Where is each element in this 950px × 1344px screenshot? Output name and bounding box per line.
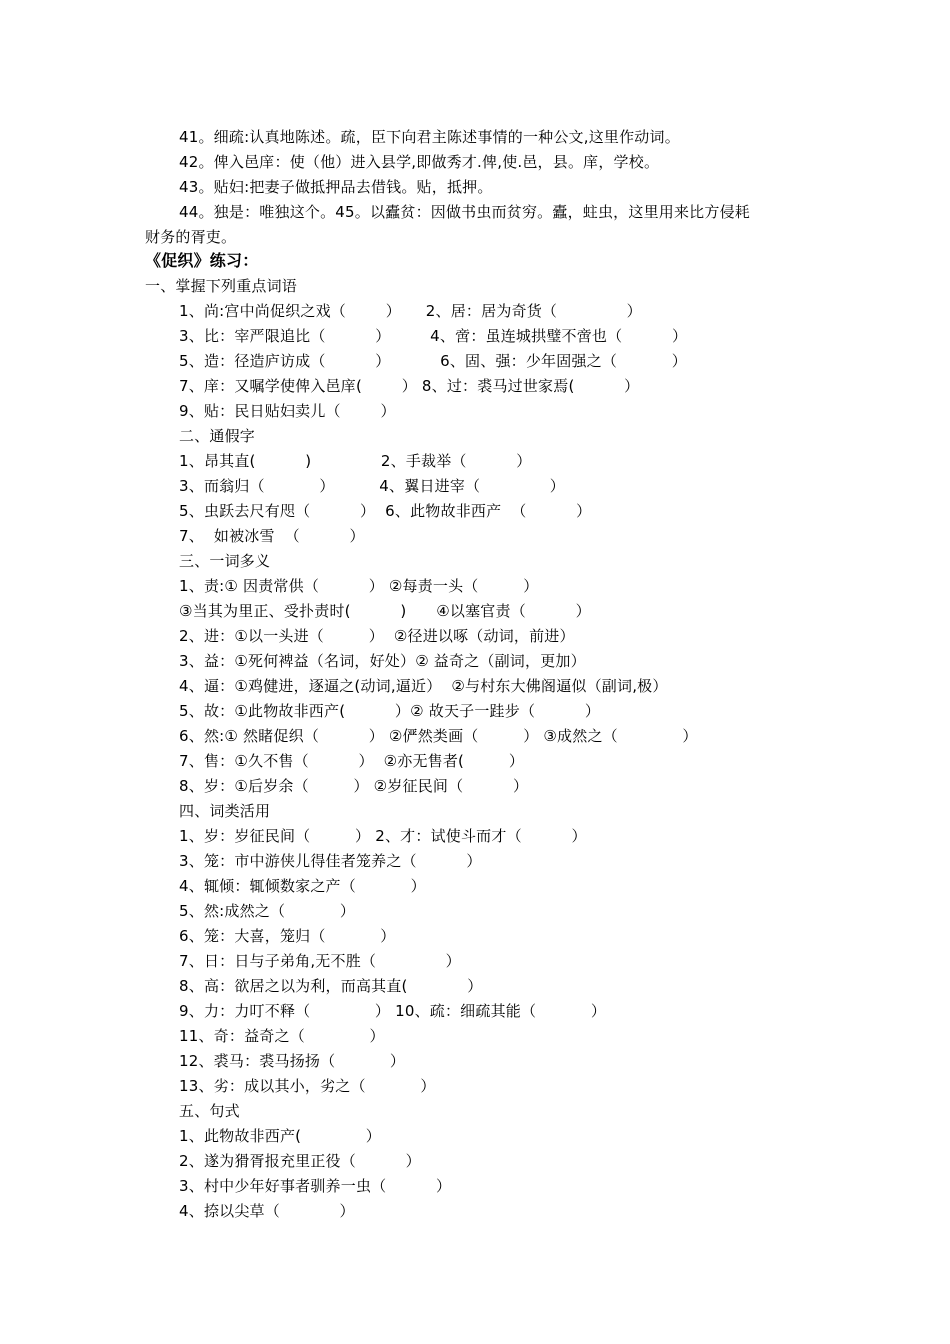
note-41: 41。细疏:认真地陈述。疏，臣下向君主陈述事情的一种公文,这里作动词。 [179, 128, 680, 146]
exercise-line: 8、岁：①后岁余（ ） ②岁征民间（ ） [179, 777, 529, 795]
exercise-line: 11、奇：益奇之（ ） [179, 1027, 385, 1045]
section-heading-5: 五、句式 [179, 1102, 240, 1120]
exercise-line: 7、售：①久不售（ ） ②亦无售者( ） [179, 752, 525, 770]
exercise-line: 7、庠：又嘱学使俾入邑庠( ） 8、过：裘马过世家焉( ） [179, 377, 640, 395]
exercise-line: 6、笼：大喜，笼归（ ） [179, 927, 396, 945]
exercise-line: 4、逼：①鸡健进，逐逼之(动词,逼近） ②与村东大佛阁逼似（副词,极） [179, 677, 668, 695]
exercise-line: 3、益：①死何裨益（名词，好处）② 益奇之（副词，更加） [179, 652, 586, 670]
note-44-45: 44。独是：唯独这个。45。以蠹贫：因做书虫而贫穷。蠹，蛀虫，这里用来比方侵耗 [179, 203, 750, 221]
exercise-line: 1、尚:宫中尚促织之戏（ ） 2、居：居为奇货（ ） [179, 302, 642, 320]
exercise-line: 3、而翁归（ ） 4、翼日进宰（ ） [179, 477, 566, 495]
note-45-continued: 财务的胥吏。 [145, 228, 237, 246]
exercise-title: 《促织》练习： [145, 251, 259, 270]
section-heading-1: 一、掌握下列重点词语 [145, 277, 298, 295]
exercise-line: 9、贴：民日贴妇卖儿（ ） [179, 402, 396, 420]
exercise-line: 1、昂其直( ) 2、手裁举（ ） [179, 452, 532, 470]
exercise-line: 7、日：日与子弟角,无不胜（ ） [179, 952, 461, 970]
exercise-line: 12、裘马：裘马扬扬（ ） [179, 1052, 406, 1070]
section-heading-4: 四、词类活用 [179, 802, 271, 820]
exercise-line: ③当其为里正、受扑责时( ) ④以塞官责（ ） [179, 602, 591, 620]
note-42: 42。俾入邑庠：使（他）进入县学,即做秀才.俾,使.邑，县。庠，学校。 [179, 153, 660, 171]
exercise-line: 5、虫跃去尺有咫（ ） 6、此物故非西产 （ ） [179, 502, 592, 520]
exercise-line: 7、 如被冰雪 （ ） [179, 527, 365, 545]
exercise-line: 6、然:① 然睹促织（ ） ②俨然类画（ ） ③成然之（ ） [179, 727, 698, 745]
exercise-line: 13、劣：成以其小，劣之（ ） [179, 1077, 436, 1095]
exercise-line: 5、然:成然之（ ） [179, 902, 356, 920]
note-43: 43。贴妇:把妻子做抵押品去借钱。贴，抵押。 [179, 178, 493, 196]
section-heading-2: 二、通假字 [179, 427, 256, 445]
exercise-line: 5、造：径造庐访成（ ） 6、固、强：少年固强之（ ） [179, 352, 687, 370]
exercise-line: 2、遂为猾胥报充里正役（ ） [179, 1152, 421, 1170]
exercise-line: 9、力：力叮不释（ ） 10、疏：细疏其能（ ） [179, 1002, 607, 1020]
exercise-line: 2、进：①以一头进（ ） ②径进以啄（动词，前进） [179, 627, 575, 645]
exercise-line: 1、岁：岁征民间（ ） 2、才：试使斗而才（ ） [179, 827, 587, 845]
exercise-line: 3、村中少年好事者驯养一虫（ ） [179, 1177, 452, 1195]
exercise-line: 4、辄倾：辄倾数家之产（ ） [179, 877, 426, 895]
exercise-line: 5、故：①此物故非西产( ）② 故天子一跬步（ ） [179, 702, 601, 720]
exercise-line: 3、笼：市中游侠儿得佳者笼养之（ ） [179, 852, 482, 870]
section-heading-3: 三、一词多义 [179, 552, 271, 570]
exercise-line: 4、捺以尖草（ ） [179, 1202, 355, 1220]
exercise-line: 1、此物故非西产( ） [179, 1127, 381, 1145]
exercise-line: 8、高：欲居之以为利，而高其直( ） [179, 977, 483, 995]
exercise-line: 1、责:① 因责常供（ ） ②每责一头（ ） [179, 577, 539, 595]
exercise-line: 3、比：宰严限追比（ ） 4、啻：虽连城拱璧不啻也（ ） [179, 327, 688, 345]
